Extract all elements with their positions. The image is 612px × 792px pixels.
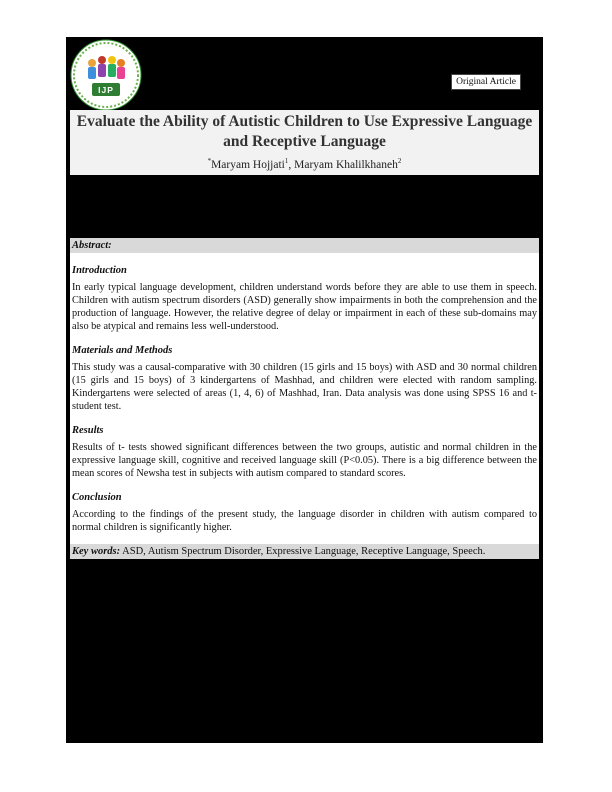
author-1-name: Maryam Hojjati [211,158,285,171]
abstract-heading: Abstract: [70,238,539,253]
conclusion-text: According to the findings of the present study, the language disorder in children with autism compared to normal children is significantly higher. [72,509,537,533]
corresponding-marker: * [207,157,212,165]
article-type-badge: Original Article [451,74,521,90]
keywords-row [70,544,539,559]
title-block [70,110,539,175]
introduction-text: In early typical language development, children understand words before they are able to use them in speech. Children with autism spectrum disorders (ASD) generally show impairments in both the comprehension and the production of language. However, the relative degree of delay or impairment in each of these sub-domains may also be atypical and remains less well-understood. [72,282,537,332]
author-2-affiliation: 2 [397,157,402,165]
abstract-block [70,238,539,559]
journal-logo [70,39,142,111]
conclusion-heading: Conclusion [72,492,122,503]
author-line [70,157,539,171]
page-frame [66,37,543,743]
author-2-name: Maryam Khalilkhaneh [294,158,398,171]
keywords-label: Key words: [72,546,121,557]
introduction-heading: Introduction [72,265,127,276]
results-text: Results of t- tests showed significant differences between the two groups, autistic and normal children in the expressive language skill, cognitive and received language skill (P<0.05). There is a big difference between the mean scores of Newsha test in subjects with autism compared to standard scores. [72,442,537,479]
results-heading: Results [72,425,104,436]
logo-text: IJP [98,85,114,95]
article-title: Evaluate the Ability of Autistic Children to Use Expressive Language and Receptive Language [76,113,533,150]
methods-text: This study was a causal-comparative with 30 children (15 girls and 15 boys) with ASD and 30 normal children (15 girls and 15 boys) of 3 kindergartens of Mashhad, and children were elected with random sampling. Kindergartens were selected of areas (1, 4, 6) of Mashhad, Iran. Data analysis was done using SPSS 16 and t-student test. [72,362,537,412]
methods-heading: Materials and Methods [72,345,173,356]
keywords-text: ASD, Autism Spectrum Disorder, Expressive Language, Receptive Language, Speech. [120,546,486,557]
author-separator: , [288,158,295,171]
author-1-affiliation: 1 [284,157,289,165]
